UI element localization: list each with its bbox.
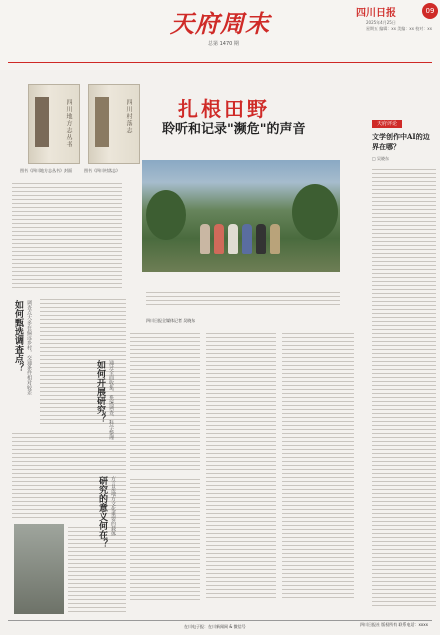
group-photo <box>142 160 340 272</box>
person-figure <box>200 224 210 254</box>
body-text-block <box>282 330 354 600</box>
footer-divider <box>8 620 432 621</box>
body-text-block <box>130 476 200 600</box>
body-text-block <box>130 330 200 470</box>
tree-decor <box>292 184 338 240</box>
article-intro <box>146 289 340 307</box>
book-caption-1: 图书《四川地方志丛书》封面 <box>20 168 72 173</box>
issue-line: 总第 1470 期 <box>208 41 239 47</box>
section-head-1: 如何甄选调查点？ <box>13 300 23 372</box>
book-spine-decor <box>35 97 49 147</box>
person-figure <box>256 224 266 254</box>
body-text-block <box>12 180 122 290</box>
commentary-tag: 天府评论 <box>372 120 402 128</box>
masthead-divider <box>8 62 432 63</box>
book-cover-title: 四川村落志 <box>125 99 132 134</box>
section-head-3: 研究的意义何在？ <box>97 476 107 548</box>
author-line: 四川日报全媒体记者 吴晓东 <box>146 318 196 323</box>
book-cover-title: 四川地方志丛书 <box>65 99 72 148</box>
footer-right-text: 四川日报社 版权所有 联系电话：xxxx <box>360 622 429 627</box>
article-headline: 聆听和记录"濒危"的声音 <box>162 122 306 137</box>
footer-left-text: 在川电子报：在川新闻网 & 微信号 <box>184 624 246 629</box>
person-figure <box>242 224 252 254</box>
book-spine-decor <box>95 97 109 147</box>
person-figure <box>228 224 238 254</box>
book-cover-2 <box>88 84 140 164</box>
section-sub-3: 方言是地方文化重要的载体 <box>110 476 116 536</box>
person-figure <box>214 224 224 254</box>
commentary-body <box>372 166 436 606</box>
commentary-byline: □ 吴晓东 <box>372 156 390 161</box>
section-head-2: 如何开展研究？ <box>95 360 105 423</box>
book-cover-1 <box>28 84 80 164</box>
masthead-logo: 天府周末 <box>170 9 270 38</box>
article-kicker: 扎根田野 <box>178 97 270 121</box>
person-figure <box>270 224 280 254</box>
book-caption-2: 图书《四川村落志》 <box>84 168 120 173</box>
portrait-photo <box>14 524 64 614</box>
date: 2025年4月25日 <box>366 20 396 25</box>
page-number-badge: 09 <box>422 3 438 19</box>
commentary-title: 文学创作中AI的边界在哪？ <box>372 132 430 151</box>
masthead-meta: 星期五 编辑：xx 美编：xx 校对：xx <box>366 26 433 31</box>
body-text-block <box>206 330 276 600</box>
section-sub-1: 调查点大多在偏远乡村，交通条件相对较差 <box>26 300 32 395</box>
tree-decor <box>146 190 186 240</box>
paper-name: 四川日报 <box>356 8 396 19</box>
section-sub-2: 通过全面收集、系统调查、科学整理 <box>108 360 114 440</box>
